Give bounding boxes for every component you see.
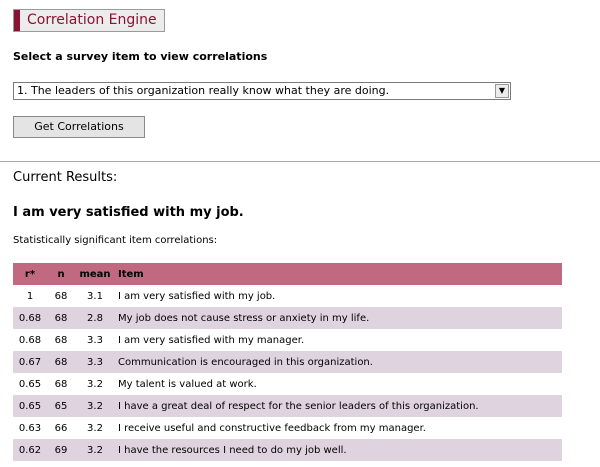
cell-mean: 3.1 — [87, 290, 103, 302]
cell-item: Communication is encouraged in this organization. — [115, 351, 562, 373]
table-row — [13, 285, 562, 307]
cell-item: My talent is valued at work. — [118, 378, 257, 390]
column-header-r: r* — [13, 263, 47, 285]
cell-n: 66 — [54, 422, 68, 434]
correlations-subtitle: Statistically significant item correlations: — [13, 235, 218, 246]
cell-mean: 3.3 — [75, 351, 115, 373]
cell-r: 0.63 — [18, 422, 42, 434]
cell-r: 0.65 — [18, 378, 42, 390]
selected-item-title: I am very satisfied with my job. — [13, 205, 244, 220]
cell-r: 0.62 — [13, 439, 47, 461]
cell-mean: 3.2 — [87, 422, 103, 434]
survey-item-select-value: 1. The leaders of this organization really know what they are doing. — [17, 84, 390, 97]
cell-n: 65 — [47, 395, 75, 417]
correlations-table — [13, 263, 562, 461]
table-row — [13, 329, 562, 351]
cell-item: My job does not cause stress or anxiety in my life. — [115, 307, 562, 329]
column-header-mean: mean — [75, 263, 115, 285]
cell-item: I receive useful and constructive feedback from my manager. — [118, 422, 426, 434]
cell-r: 0.65 — [13, 395, 47, 417]
cell-mean: 3.2 — [75, 439, 115, 461]
table-header-row — [13, 263, 562, 285]
table-row — [13, 373, 562, 395]
app-title: Correlation Engine — [27, 12, 157, 28]
cell-item: I have a great deal of respect for the senior leaders of this organization. — [115, 395, 562, 417]
table-row — [13, 439, 562, 461]
get-correlations-button[interactable]: Get Correlations — [13, 116, 145, 138]
cell-n: 68 — [54, 378, 68, 390]
current-results-label: Current Results: — [13, 170, 118, 185]
app-title-box — [13, 9, 165, 32]
cell-mean: 2.8 — [75, 307, 115, 329]
survey-item-select[interactable] — [13, 82, 511, 100]
table-row — [13, 307, 562, 329]
cell-mean: 3.2 — [75, 395, 115, 417]
cell-r: 0.68 — [13, 307, 47, 329]
cell-item: I am very satisfied with my manager. — [118, 334, 305, 346]
cell-n: 68 — [47, 351, 75, 373]
cell-r: 1 — [26, 290, 34, 302]
cell-n: 68 — [54, 334, 68, 346]
chevron-down-icon[interactable]: ▼ — [495, 84, 509, 98]
cell-item: I am very satisfied with my job. — [118, 290, 276, 302]
cell-mean: 3.3 — [87, 334, 103, 346]
cell-n: 68 — [47, 307, 75, 329]
cell-n: 68 — [54, 290, 68, 302]
section-divider — [0, 161, 600, 162]
cell-item: I have the resources I need to do my job well. — [115, 439, 562, 461]
column-header-item: Item — [115, 263, 562, 285]
title-accent-bar — [14, 10, 20, 31]
select-prompt: Select a survey item to view correlations — [13, 50, 268, 63]
cell-r: 0.68 — [18, 334, 42, 346]
column-header-n: n — [47, 263, 75, 285]
cell-r: 0.67 — [13, 351, 47, 373]
cell-n: 69 — [47, 439, 75, 461]
table-row — [13, 395, 562, 417]
cell-mean: 3.2 — [87, 378, 103, 390]
table-row — [13, 351, 562, 373]
table-row — [13, 417, 562, 439]
